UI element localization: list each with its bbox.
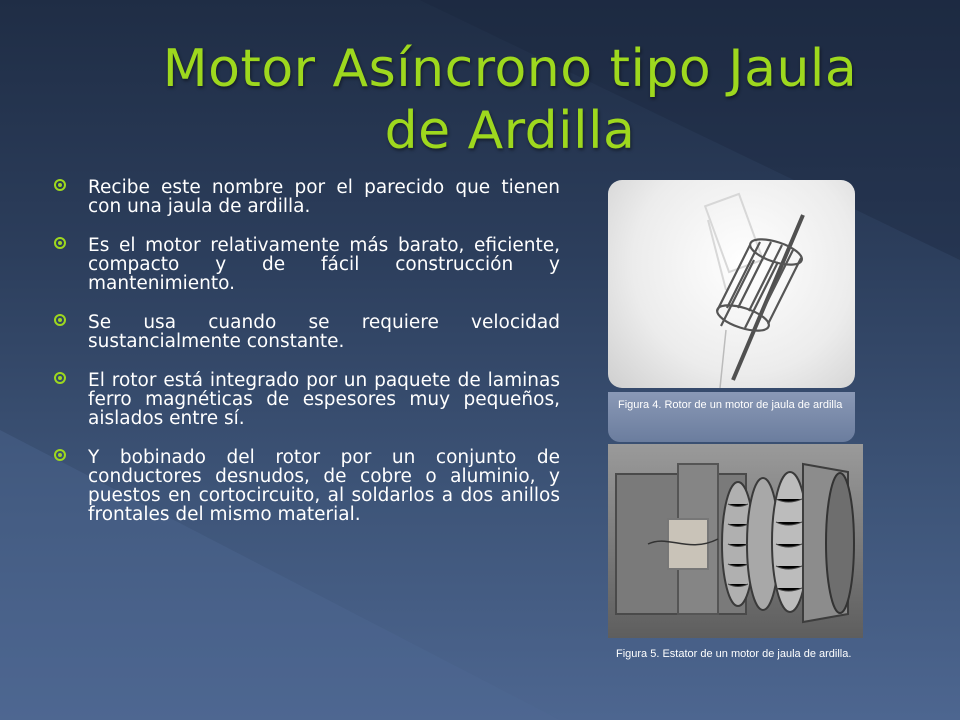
- figure-4-caption: Figura 4. Rotor de un motor de jaula de ardilla: [618, 399, 843, 411]
- bullet-icon: [54, 314, 66, 326]
- bullet-text: Y bobinado del rotor por un conjunto de conductores desnudos, de cobre o aluminio, y puestos en cortocircuito, al soldarlos a dos anillos frontales del mismo material.: [88, 447, 560, 525]
- bullet-icon: [54, 372, 66, 384]
- bullet-icon: [54, 237, 66, 249]
- bullet-item: [52, 236, 560, 293]
- bullet-icon: [54, 449, 66, 461]
- bullet-item: [52, 313, 560, 351]
- bullet-icon: [54, 179, 66, 191]
- bullet-text: El rotor está integrado por un paquete de laminas ferro magnéticas de espesores muy pequeños, aislados entre sí.: [88, 370, 560, 429]
- figure-5-caption: Figura 5. Estator de un motor de jaula de ardilla.: [616, 648, 852, 660]
- bullet-text: Es el motor relativamente más barato, eficiente, compacto y de fácil construcción y mantenimiento.: [88, 235, 560, 294]
- bullet-text: Se usa cuando se requiere velocidad sustancialmente constante.: [88, 312, 560, 352]
- bullet-item: [52, 178, 560, 216]
- bullet-item: [52, 371, 560, 428]
- bullet-text: Recibe este nombre por el parecido que tienen con una jaula de ardilla.: [88, 177, 560, 217]
- rotor-image: [608, 180, 855, 388]
- slide-title: Motor Asíncrono tipo Jaula de Ardilla: [162, 39, 858, 161]
- bullet-list: [52, 178, 560, 544]
- stator-image: [608, 444, 863, 638]
- bullet-item: [52, 448, 560, 524]
